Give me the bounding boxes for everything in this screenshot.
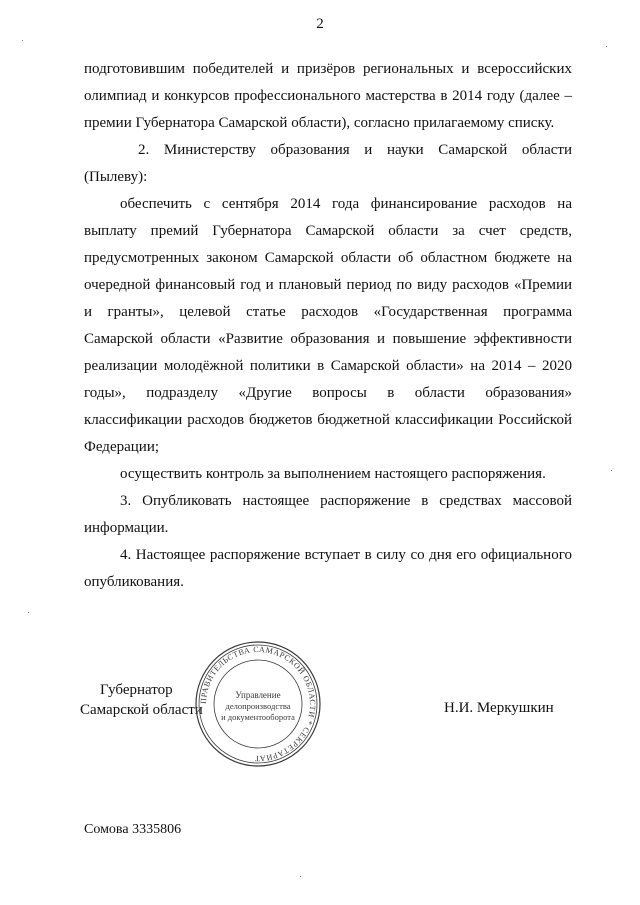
stamp-line-1: Управление <box>235 690 281 700</box>
stamp-ring-text: ПРАВИТЕЛЬСТВА САМАРСКОЙ ОБЛАСТИ * СЕКРЕТАРИАТ <box>198 644 318 764</box>
stamp-seal-icon <box>194 640 322 768</box>
paragraph-3: обеспечить с сентября 2014 года финансирование расходов на выплату премий Губернатора Самарской области за счет средств, предусмотренных законом Самарской области об областном бюджете на очередной финансовый год и плановый период по виду расходов «Премии и гранты», целевой статье расходов «Государственная программа Самарской области «Развитие образования и повышение эффективности реализации молодёжной политики в Самарской области» на 2014 – 2020 годы», подразделу «Другие вопросы в области образования» классификации расходов бюджетов бюджетной классификации Российской Федерации; <box>84 196 572 455</box>
signatory-name: Н.И. Меркушкин <box>444 700 554 716</box>
signatory-title-line-1: Губернатор <box>100 682 173 698</box>
scan-speck <box>28 612 29 613</box>
scan-speck <box>611 470 612 471</box>
paragraph-4: осуществить контроль за выполнением настоящего распоряжения. <box>120 466 546 482</box>
executor-contact: Сомова 3335806 <box>84 822 182 837</box>
stamp-line-2: делопроизводства <box>225 701 291 711</box>
document-body <box>84 56 572 596</box>
page-number: 2 <box>316 16 324 32</box>
stamp-line-3: и документооборота <box>221 712 295 722</box>
paragraph-1: подготовившим победителей и призёров региональных и всероссийских олимпиад и конкурсов профессионального мастерства в 2014 году (далее – премии Губернатора Самарской области), согласно прилагаемому списку. <box>84 61 572 131</box>
official-stamp <box>194 640 322 768</box>
scan-speck <box>22 40 23 41</box>
scan-speck <box>606 46 607 47</box>
paragraph-2: 2. Министерству образования и науки Самарской области (Пылеву): <box>84 142 572 185</box>
scan-speck <box>300 876 301 877</box>
signatory-title <box>80 680 203 720</box>
paragraph-6: 4. Настоящее распоряжение вступает в силу со дня его официального опубликования. <box>84 547 572 590</box>
signatory-title-line-2: Самарской области <box>80 702 203 718</box>
paragraph-5: 3. Опубликовать настоящее распоряжение в средствах массовой информации. <box>84 493 572 536</box>
